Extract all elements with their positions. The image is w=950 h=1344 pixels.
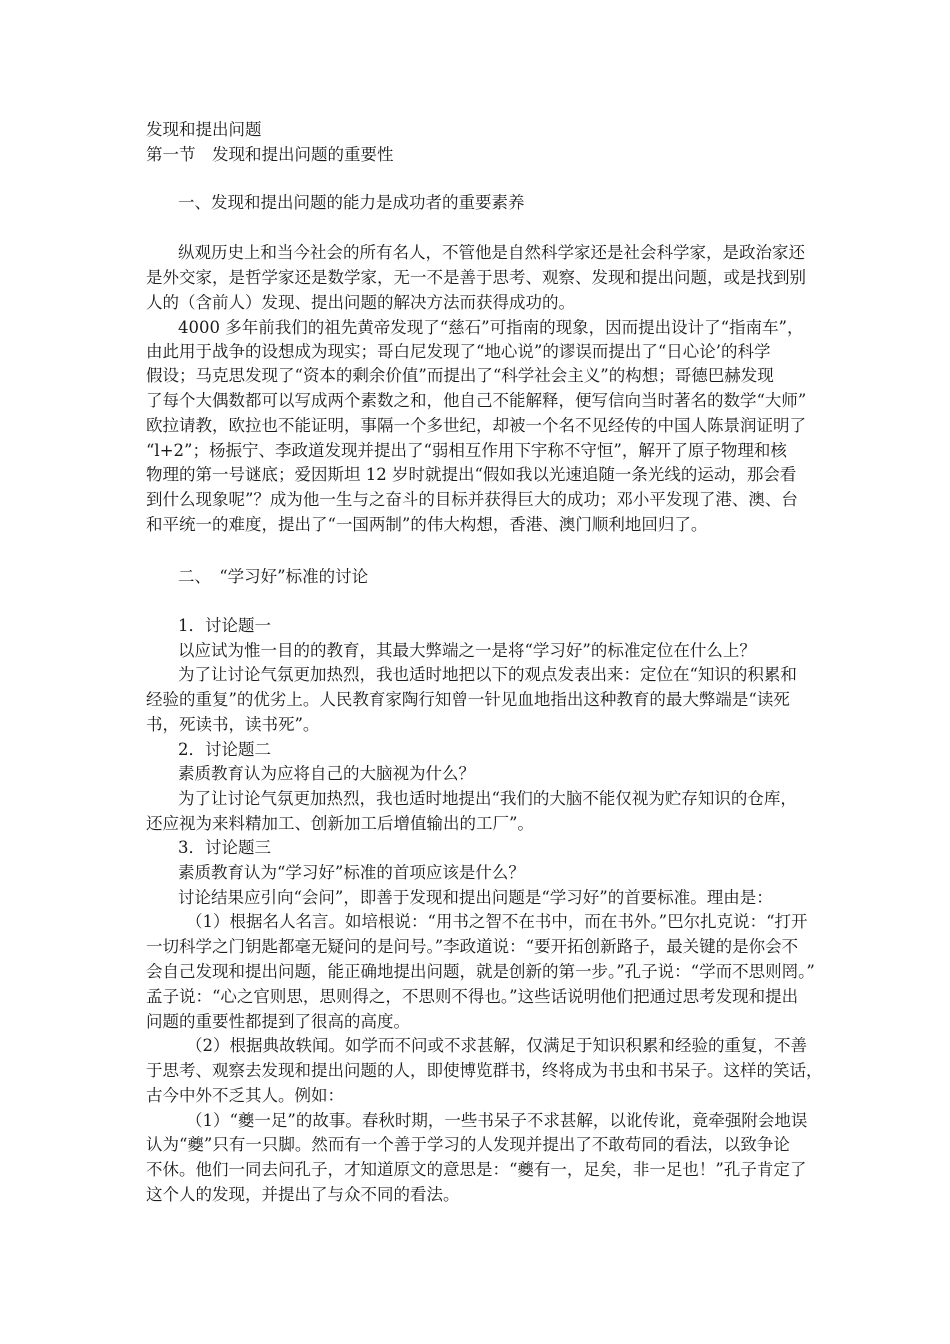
paragraph-line: 物理的第一号谜底；爱因斯坦 12 岁时就提出“假如我以光速追随一条光线的运动，那会看 (146, 465, 797, 484)
question-3-label: 3．讨论题三 (178, 838, 271, 857)
paragraph-line: 孟子说：“心之官则思，思则得之，不思则不得也。”这些话说明他们把通过思考发现和提出 (146, 987, 799, 1006)
paragraph-line: 书，死读书，读书死”。 (146, 715, 320, 734)
paragraph-line: 欧拉请教，欧拉也不能证明，事隔一个多世纪，却被一个名不见经传的中国人陈景润证明了 (146, 416, 806, 435)
paragraph-line: 了每个大偶数都可以写成两个素数之和，他自己不能解释，便写信向当时著名的数学“大师” (146, 391, 807, 410)
question-2-text: 素质教育认为应将自己的大脑视为什么？ (178, 764, 475, 783)
paragraph-line: 还应视为来料精加工、创新加工后增值输出的工厂”。 (146, 814, 534, 833)
paragraph-line: 问题的重要性都提到了很高的高度。 (146, 1012, 410, 1031)
paragraph-line: （1）根据名人名言。如培根说：“用书之智不在书中，而在书外。”巴尔扎克说：“打开 (186, 912, 808, 931)
question-1-label: 1．讨论题一 (178, 616, 271, 635)
paragraph-line: 4000 多年前我们的祖先黄帝发现了“慈石”可指南的现象，因而提出设计了“指南车”， (178, 318, 804, 337)
paragraph-line: 和平统一的难度，提出了“一国两制”的伟大构想，香港、澳门顺利地回归了。 (146, 515, 708, 534)
paragraph-line: 古今中外不乏其人。例如： (146, 1086, 344, 1105)
paragraph-line: 由此用于战争的设想成为现实；哥白尼发现了“地心说”的谬误而提出了“日心论’的科学 (146, 342, 771, 361)
paragraph-line: 假设；马克思发现了“资本的剩余价值”而提出了“科学社会主义”的构想；哥德巴赫发现 (146, 366, 774, 385)
paragraph-line: 认为“夔”只有一只脚。然而有一个善于学习的人发现并提出了不敢苟同的看法，以致争论 (146, 1135, 790, 1154)
doc-title: 发现和提出问题 (146, 120, 262, 139)
paragraph-line: 为了让讨论气氛更加热烈，我也适时地把以下的观点发表出来：定位在“知识的积累和 (178, 665, 797, 684)
paragraph-line: 到什么现象呢”？成为他一生与之奋斗的目标并获得巨大的成功；邓小平发现了港、澳、台 (146, 490, 798, 509)
paragraph-line: （1）“夔一足”的故事。春秋时期，一些书呆子不求甚解，以讹传讹，竟牵强附会地误 (186, 1111, 808, 1130)
question-2-label: 2．讨论题二 (178, 740, 271, 759)
paragraph-line: 讨论结果应引向“会问”，即善于发现和提出问题是“学习好”的首要标准。理由是： (178, 888, 773, 907)
paragraph-line: 会自己发现和提出问题，能正确地提出问题，就是创新的第一步。”孔子说：“学而不思则罔。” (146, 962, 815, 981)
question-1-text: 以应试为惟一目的的教育，其最大弊端之一是将“学习好”的标准定位在什么上？ (178, 641, 756, 660)
paragraph-line: 人的（含前人）发现、提出问题的解决方法而获得成功的。 (146, 293, 575, 312)
paragraph-line: “l+2”；杨振宁、李政道发现并提出了“弱相互作用下宇称不守恒”，解开了原子物理和核 (146, 441, 787, 460)
heading-1: 一、发现和提出问题的能力是成功者的重要素养 (178, 193, 525, 212)
paragraph-line: 纵观历史上和当今社会的所有名人，不管他是自然科学家还是社会科学家，是政治家还 (178, 243, 805, 262)
paragraph-line: 为了让讨论气氛更加热烈，我也适时地提出“我们的大脑不能仅视为贮存知识的仓库， (178, 789, 797, 808)
question-3-text: 素质教育认为“学习好”标准的首项应该是什么？ (178, 863, 525, 882)
paragraph-line: 不休。他们一同去问孔子，才知道原文的意思是：“夔有一，足矣，非一足也！”孔子肯定了 (146, 1160, 807, 1179)
paragraph-line: 这个人的发现，并提出了与众不同的看法。 (146, 1185, 460, 1204)
paragraph-line: 是外交家，是哲学家还是数学家，无一不是善于思考、观察、发现和提出问题，或是找到别 (146, 268, 806, 287)
heading-2: 二、 “学习好”标准的讨论 (178, 567, 369, 586)
paragraph-line: 经验的重复”的优劣上。人民教育家陶行知曾一针见血地指出这种教育的最大弊端是“读死 (146, 690, 790, 709)
paragraph-line: 于思考、观察去发现和提出问题的人，即使博览群书，终将成为书虫和书呆子。这样的笑话， (146, 1061, 823, 1080)
section-title: 第一节 发现和提出问题的重要性 (146, 145, 394, 164)
paragraph-line: 一切科学之门钥匙都毫无疑问的是问号。”李政道说：“要开拓创新路子，最关键的是你会不 (146, 937, 799, 956)
paragraph-line: （2）根据典故轶闻。如学而不问或不求甚解，仅满足于知识积累和经验的重复，不善 (186, 1036, 807, 1055)
